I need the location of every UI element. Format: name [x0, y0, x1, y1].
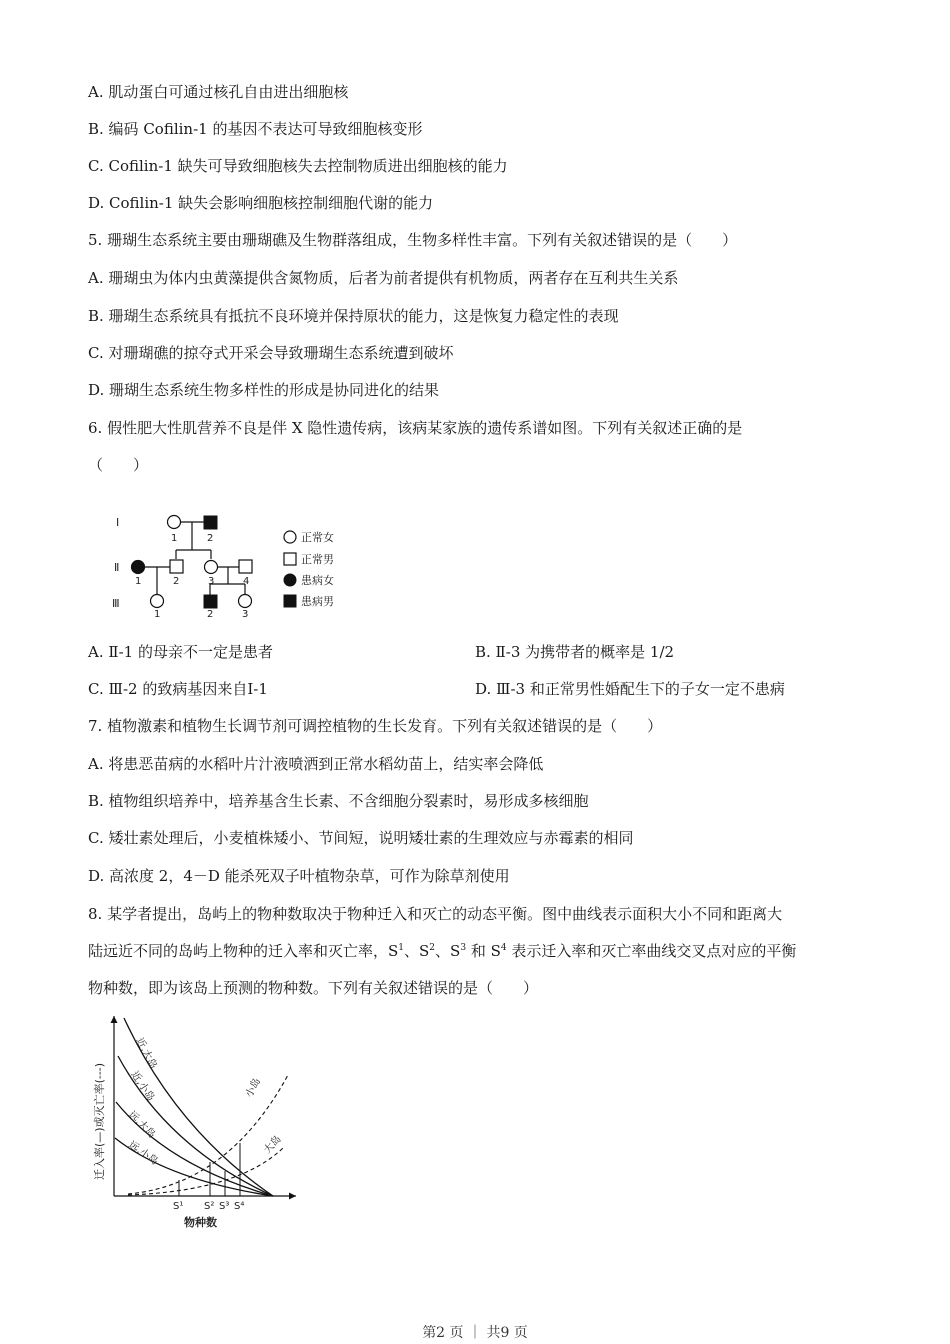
- label-far-small: 远,小岛: [126, 1139, 160, 1168]
- gen2-id-4: 4: [243, 576, 250, 587]
- q5-option-c: C. 对珊瑚礁的掠夺式开采会导致珊瑚生态系统遭到破坏: [88, 344, 454, 362]
- gen2-normal-male-2: [170, 560, 183, 573]
- legend-normal-female: 正常女: [301, 531, 334, 544]
- q7-option-b: B. 植物组织培养中，培养基含生长素、不含细胞分裂素时，易形成多核细胞: [88, 792, 589, 810]
- s3-label: S³: [219, 1201, 230, 1212]
- gen-label-3: Ⅲ: [112, 597, 120, 610]
- label-large-island: 大岛: [262, 1133, 284, 1157]
- page-footer: 第2 页 ｜ 共9 页: [422, 1325, 528, 1341]
- gen3-normal-female-3: [239, 595, 252, 608]
- q7-option-c: C. 矮壮素处理后，小麦植株矮小、节间短，说明矮壮素的生理效应与赤霉素的相同: [88, 829, 634, 847]
- q6-option-d: D. Ⅲ-3 和正常男性婚配生下的子女一定不患病: [475, 680, 785, 698]
- island-biogeography-chart: [88, 1010, 303, 1235]
- q8-stem-line1: 8. 某学者提出，岛屿上的物种数取决于物种迁入和灭亡的动态平衡。图中曲线表示面积大小不同和距离大: [88, 905, 783, 923]
- q8-stem-line3: 物种数，即为该岛上预测的物种数。下列有关叙述错误的是（ ）: [88, 979, 539, 997]
- gen1-normal-female: [168, 516, 181, 529]
- gen2-normal-male-4: [239, 560, 252, 573]
- gen3-normal-female-1: [151, 595, 164, 608]
- legend-normal-male-symbol: [284, 553, 296, 565]
- label-far-large: 远,大岛: [125, 1109, 158, 1141]
- q8-stem-line2: 陆远近不同的岛屿上物种的迁入率和灭亡率，$S^1$、$S^2$、$S^3$ 和 $S^4$ 表示迁入率和灭亡率曲线交叉点对应的平衡: [88, 942, 797, 960]
- gen1-id-2: 2: [207, 533, 214, 544]
- gen2-id-1: 1: [135, 576, 142, 587]
- gen3-id-3: 3: [242, 609, 249, 617]
- q5-option-d: D. 珊瑚生态系统生物多样性的形成是协同进化的结果: [88, 381, 440, 399]
- q6-option-b: B. Ⅱ-3 为携带者的概率是 1/2: [475, 643, 675, 661]
- q4-option-a: A. 肌动蛋白可通过核孔自由进出细胞核: [88, 83, 349, 101]
- legend-normal-male: 正常男: [301, 553, 334, 566]
- q5-stem: 5. 珊瑚生态系统主要由珊瑚礁及生物群落组成，生物多样性丰富。下列有关叙述错误的是（ ）: [88, 231, 738, 249]
- q6-stem: 6. 假性肥大性肌营养不良是伴 X 隐性遗传病，该病某家族的遗传系谱如图。下列有关叙述正确的是: [88, 419, 743, 437]
- s1-label: S¹: [173, 1201, 184, 1212]
- pedigree-figure: [108, 512, 358, 617]
- q4-option-d: D. Cofilin-1 缺失会影响细胞核控制细胞代谢的能力: [88, 194, 434, 212]
- gen-label-2: Ⅱ: [114, 561, 120, 574]
- gen2-affected-female: [132, 561, 145, 574]
- q7-option-a: A. 将患恶苗病的水稻叶片汁液喷洒到正常水稻幼苗上，结实率会降低: [88, 755, 544, 773]
- q5-option-b: B. 珊瑚生态系统具有抵抗不良环境并保持原状的能力，这是恢复力稳定性的表现: [88, 307, 619, 325]
- q7-option-d: D. 高浓度 2，4－D 能杀死双子叶植物杂草，可作为除草剂使用: [88, 867, 510, 885]
- gen1-id-1: 1: [171, 533, 178, 544]
- legend-affected-male-symbol: [284, 595, 296, 607]
- gen3-id-1: 1: [154, 609, 161, 617]
- gen2-id-2: 2: [173, 576, 180, 587]
- q6-answer-bracket: （ ）: [88, 456, 149, 474]
- label-near-large: 近,大岛: [133, 1036, 159, 1071]
- gen-label-1: Ⅰ: [116, 516, 120, 529]
- label-small-island: 小岛: [243, 1076, 264, 1100]
- x-axis-label: 物种数: [184, 1216, 217, 1229]
- gen1-affected-male: [204, 516, 217, 529]
- s2-label: S²: [204, 1201, 215, 1212]
- q4-option-b: B. 编码 Cofilin-1 的基因不表达可导致细胞核变形: [88, 120, 423, 138]
- gen2-id-3: 3: [208, 576, 215, 587]
- label-near-small: 近,小岛: [128, 1069, 157, 1104]
- legend-affected-female: 患病女: [301, 574, 334, 587]
- y-axis-label: 迁入率(—)或灭亡率(---): [93, 1062, 106, 1180]
- q4-option-c: C. Cofilin-1 缺失可导致细胞核失去控制物质进出细胞核的能力: [88, 157, 508, 175]
- gen3-id-2: 2: [207, 609, 214, 617]
- legend-normal-female-symbol: [284, 531, 296, 543]
- s4-label: S⁴: [234, 1201, 245, 1212]
- gen2-normal-female-3: [205, 561, 218, 574]
- legend-affected-male: 患病男: [301, 595, 334, 608]
- gen3-affected-male-2: [204, 595, 217, 608]
- q7-stem: 7. 植物激素和植物生长调节剂可调控植物的生长发育。下列有关叙述错误的是（ ）: [88, 717, 663, 735]
- q6-option-c: C. Ⅲ-2 的致病基因来自Ⅰ-1: [88, 680, 268, 698]
- q6-option-a: A. Ⅱ-1 的母亲不一定是患者: [88, 643, 273, 661]
- q5-option-a: A. 珊瑚虫为体内虫黄藻提供含氮物质，后者为前者提供有机物质，两者存在互利共生关系: [88, 269, 679, 287]
- legend-affected-female-symbol: [284, 574, 296, 586]
